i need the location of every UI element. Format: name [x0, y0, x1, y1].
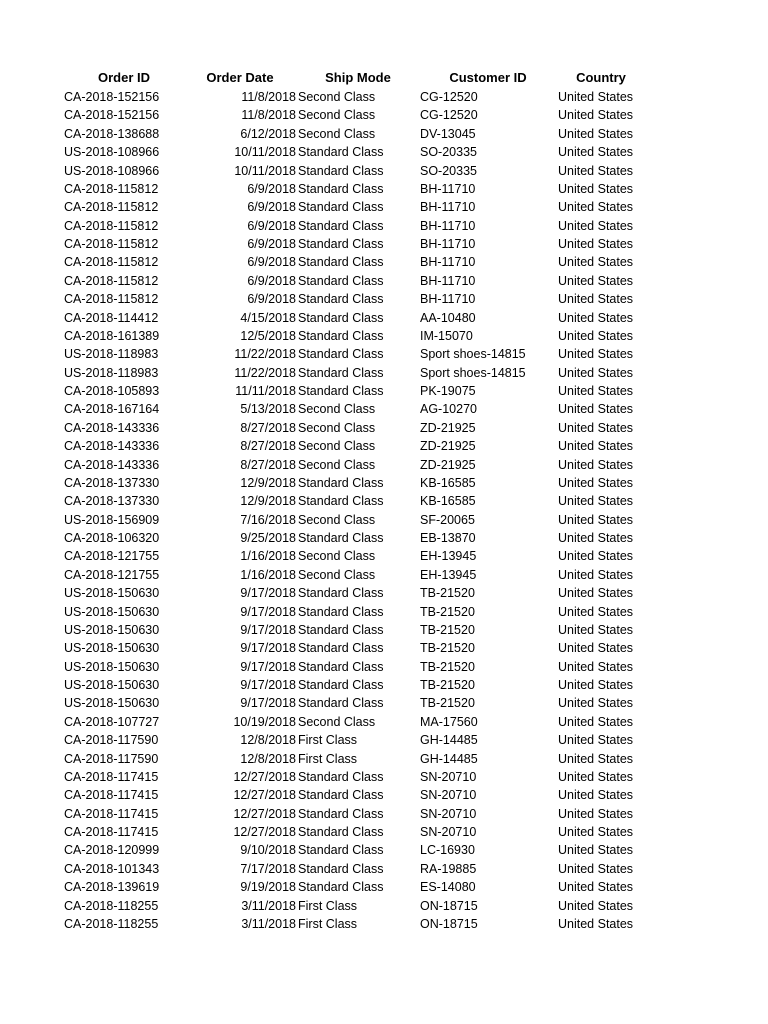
- cell-order-id[interactable]: CA-2018-139619: [64, 880, 160, 895]
- cell-order-date[interactable]: 9/17/2018: [240, 659, 296, 674]
- cell-country[interactable]: United States: [558, 678, 634, 692]
- cell-order-date[interactable]: 6/9/2018: [247, 200, 296, 215]
- cell-customer-id[interactable]: EH-13945: [420, 567, 477, 582]
- table-row: [0, 860, 768, 878]
- cell-ship-mode[interactable]: Second Class: [298, 402, 376, 417]
- cell-order-date[interactable]: 4/15/2018: [240, 310, 296, 325]
- cell-order-date[interactable]: 9/17/2018: [240, 604, 296, 619]
- cell-ship-mode[interactable]: Second Class: [298, 714, 376, 729]
- cell-country[interactable]: United States: [558, 604, 634, 619]
- table-row: [0, 345, 768, 363]
- cell-order-id[interactable]: US-2018-118983: [64, 347, 159, 362]
- cell-ship-mode[interactable]: Standard Class: [298, 494, 384, 509]
- cell-order-id[interactable]: CA-2018-137330: [64, 494, 160, 509]
- table-row: [0, 805, 768, 823]
- table-row: [0, 547, 768, 565]
- cell-country[interactable]: United States: [558, 402, 634, 417]
- cell-customer-id[interactable]: BH-11710: [420, 181, 476, 196]
- cell-country[interactable]: United States: [558, 733, 634, 748]
- table-row: [0, 511, 768, 529]
- cell-order-date[interactable]: 11/22/2018: [234, 365, 296, 380]
- cell-order-id[interactable]: US-2018-150630: [64, 678, 160, 692]
- cell-ship-mode[interactable]: Standard Class: [298, 659, 384, 674]
- cell-customer-id[interactable]: MA-17560: [420, 714, 478, 729]
- cell-ship-mode[interactable]: Standard Class: [298, 347, 384, 362]
- cell-ship-mode[interactable]: Standard Class: [298, 292, 384, 307]
- cell-order-date[interactable]: 12/8/2018: [240, 751, 296, 766]
- cell-customer-id[interactable]: BH-11710: [420, 255, 476, 270]
- cell-order-id[interactable]: CA-2018-115812: [64, 237, 159, 251]
- cell-order-date[interactable]: 8/27/2018: [240, 439, 296, 454]
- cell-country[interactable]: United States: [558, 861, 634, 876]
- orders-table: [0, 68, 768, 933]
- cell-order-date[interactable]: 9/17/2018: [240, 678, 296, 692]
- cell-ship-mode[interactable]: Standard Class: [298, 861, 384, 876]
- cell-order-date[interactable]: 6/9/2018: [247, 292, 296, 307]
- cell-order-date[interactable]: 11/8/2018: [241, 108, 296, 123]
- cell-customer-id[interactable]: SO-20335: [420, 145, 477, 160]
- cell-ship-mode[interactable]: Standard Class: [298, 310, 384, 325]
- cell-country[interactable]: United States: [558, 273, 634, 288]
- cell-country[interactable]: United States: [558, 806, 634, 821]
- cell-order-id[interactable]: CA-2018-101343: [64, 861, 160, 876]
- cell-order-date[interactable]: 9/17/2018: [240, 696, 296, 711]
- cell-order-date[interactable]: 9/10/2018: [240, 843, 296, 858]
- cell-order-date[interactable]: 5/13/2018: [240, 402, 296, 417]
- cell-country[interactable]: United States: [558, 365, 634, 380]
- table-row: [0, 529, 768, 547]
- table-row: [0, 162, 768, 180]
- cell-ship-mode[interactable]: Second Class: [298, 567, 376, 582]
- cell-order-id[interactable]: CA-2018-118255: [64, 916, 159, 931]
- cell-order-date[interactable]: 7/16/2018: [240, 512, 296, 527]
- table-row: [0, 106, 768, 124]
- cell-order-date[interactable]: 6/9/2018: [247, 273, 296, 288]
- cell-customer-id[interactable]: BH-11710: [420, 292, 476, 307]
- cell-ship-mode[interactable]: Standard Class: [298, 475, 384, 490]
- cell-customer-id[interactable]: ZD-21925: [420, 457, 476, 472]
- cell-customer-id[interactable]: BH-11710: [420, 237, 476, 251]
- cell-country[interactable]: United States: [558, 347, 634, 362]
- cell-customer-id[interactable]: PK-19075: [420, 384, 476, 398]
- table-row: [0, 621, 768, 639]
- cell-ship-mode[interactable]: Second Class: [298, 126, 376, 141]
- table-row: [0, 88, 768, 106]
- cell-customer-id[interactable]: GH-14485: [420, 733, 478, 748]
- cell-country[interactable]: United States: [558, 200, 634, 215]
- table-body: [0, 88, 768, 933]
- cell-order-id[interactable]: CA-2018-143336: [64, 457, 160, 472]
- cell-order-id[interactable]: CA-2018-115812: [64, 273, 159, 288]
- table-row: [0, 272, 768, 290]
- cell-order-id[interactable]: CA-2018-137330: [64, 475, 160, 490]
- cell-ship-mode[interactable]: Standard Class: [298, 696, 384, 711]
- cell-country[interactable]: United States: [558, 586, 634, 601]
- cell-customer-id[interactable]: TB-21520: [420, 622, 475, 637]
- cell-order-date[interactable]: 3/11/2018: [241, 916, 296, 931]
- cell-ship-mode[interactable]: Standard Class: [298, 604, 384, 619]
- cell-ship-mode[interactable]: Second Class: [298, 420, 376, 435]
- cell-order-date[interactable]: 12/27/2018: [233, 806, 296, 821]
- table-row: [0, 217, 768, 235]
- table-row: [0, 823, 768, 841]
- cell-ship-mode[interactable]: First Class: [298, 916, 358, 931]
- cell-country[interactable]: United States: [558, 769, 634, 784]
- cell-ship-mode[interactable]: Standard Class: [298, 806, 384, 821]
- table-row: [0, 786, 768, 804]
- cell-customer-id[interactable]: SN-20710: [420, 825, 477, 839]
- cell-order-id[interactable]: CA-2018-118255: [64, 898, 159, 913]
- cell-order-date[interactable]: 9/17/2018: [240, 586, 296, 601]
- cell-customer-id[interactable]: BH-11710: [420, 273, 476, 288]
- table-row: [0, 400, 768, 418]
- cell-ship-mode[interactable]: Standard Class: [298, 678, 384, 692]
- cell-ship-mode[interactable]: Standard Class: [298, 218, 384, 233]
- cell-ship-mode[interactable]: First Class: [298, 733, 358, 748]
- table-row: [0, 841, 768, 859]
- cell-order-id[interactable]: CA-2018-152156: [64, 108, 160, 123]
- cell-customer-id[interactable]: KB-16585: [420, 494, 476, 509]
- header-order-id[interactable]: Order ID: [97, 70, 150, 85]
- table-row: [0, 125, 768, 143]
- cell-order-date[interactable]: 12/27/2018: [233, 825, 296, 839]
- cell-country[interactable]: United States: [558, 108, 634, 123]
- cell-country[interactable]: United States: [558, 384, 634, 398]
- table-row: [0, 309, 768, 327]
- cell-customer-id[interactable]: SN-20710: [420, 788, 477, 803]
- cell-country[interactable]: United States: [558, 622, 634, 637]
- cell-customer-id[interactable]: TB-21520: [420, 604, 475, 619]
- cell-order-date[interactable]: 10/19/2018: [233, 714, 296, 729]
- cell-order-id[interactable]: US-2018-118983: [64, 365, 159, 380]
- cell-order-id[interactable]: CA-2018-143336: [64, 439, 160, 454]
- cell-customer-id[interactable]: TB-21520: [420, 696, 475, 711]
- cell-order-id[interactable]: US-2018-150630: [64, 622, 160, 637]
- cell-order-id[interactable]: US-2018-150630: [64, 641, 160, 656]
- cell-order-id[interactable]: CA-2018-120999: [64, 843, 160, 858]
- cell-order-id[interactable]: CA-2018-106320: [64, 531, 160, 545]
- cell-order-date[interactable]: 12/8/2018: [240, 733, 296, 748]
- cell-country[interactable]: United States: [558, 567, 634, 582]
- cell-order-date[interactable]: 11/8/2018: [241, 90, 296, 104]
- cell-ship-mode[interactable]: Second Class: [298, 108, 376, 123]
- cell-customer-id[interactable]: SO-20335: [420, 163, 477, 178]
- cell-order-id[interactable]: CA-2018-152156: [64, 90, 160, 104]
- cell-customer-id[interactable]: CG-12520: [420, 108, 478, 123]
- cell-customer-id[interactable]: ON-18715: [420, 916, 478, 931]
- table-row: [0, 750, 768, 768]
- cell-country[interactable]: United States: [558, 439, 634, 454]
- table-row: [0, 456, 768, 474]
- cell-order-date[interactable]: 6/12/2018: [240, 126, 296, 141]
- cell-country[interactable]: United States: [558, 512, 634, 527]
- cell-order-id[interactable]: CA-2018-115812: [64, 255, 159, 270]
- cell-country[interactable]: United States: [558, 126, 634, 141]
- header-order-date[interactable]: Order Date: [206, 70, 274, 85]
- cell-order-date[interactable]: 3/11/2018: [241, 898, 296, 913]
- cell-order-date[interactable]: 6/9/2018: [247, 218, 296, 233]
- cell-customer-id[interactable]: ES-14080: [420, 880, 476, 895]
- cell-order-date[interactable]: 12/27/2018: [233, 769, 296, 784]
- table-row: [0, 180, 768, 198]
- cell-order-id[interactable]: CA-2018-167164: [64, 402, 160, 417]
- table-row: [0, 235, 768, 253]
- table-row: [0, 768, 768, 786]
- cell-customer-id[interactable]: GH-14485: [420, 751, 478, 766]
- cell-order-id[interactable]: CA-2018-121755: [64, 567, 160, 582]
- table-row: [0, 658, 768, 676]
- cell-ship-mode[interactable]: Second Class: [298, 512, 376, 527]
- cell-order-date[interactable]: 8/27/2018: [240, 420, 296, 435]
- cell-country[interactable]: United States: [558, 531, 634, 545]
- cell-country[interactable]: United States: [558, 475, 634, 490]
- cell-order-date[interactable]: 6/9/2018: [247, 255, 296, 270]
- cell-customer-id[interactable]: AG-10270: [420, 402, 477, 417]
- table-row: [0, 474, 768, 492]
- cell-ship-mode[interactable]: Standard Class: [298, 769, 384, 784]
- cell-ship-mode[interactable]: Second Class: [298, 549, 376, 564]
- cell-ship-mode[interactable]: Standard Class: [298, 273, 384, 288]
- cell-order-id[interactable]: US-2018-150630: [64, 586, 160, 601]
- cell-order-date[interactable]: 6/9/2018: [247, 181, 296, 196]
- cell-country[interactable]: United States: [558, 457, 634, 472]
- cell-order-date[interactable]: 10/11/2018: [234, 145, 296, 160]
- cell-customer-id[interactable]: TB-21520: [420, 641, 475, 656]
- cell-country[interactable]: United States: [558, 328, 634, 343]
- cell-ship-mode[interactable]: Standard Class: [298, 586, 384, 601]
- table-row: [0, 713, 768, 731]
- table-row: [0, 676, 768, 694]
- cell-customer-id[interactable]: CG-12520: [420, 90, 478, 104]
- cell-ship-mode[interactable]: Standard Class: [298, 255, 384, 270]
- cell-customer-id[interactable]: AA-10480: [420, 310, 476, 325]
- cell-order-date[interactable]: 9/25/2018: [240, 531, 296, 545]
- cell-order-id[interactable]: US-2018-108966: [64, 163, 160, 178]
- cell-order-date[interactable]: 11/11/2018: [235, 384, 296, 398]
- table-row: [0, 878, 768, 896]
- table-row: [0, 253, 768, 271]
- cell-order-date[interactable]: 11/22/2018: [234, 347, 296, 362]
- cell-order-date[interactable]: 8/27/2018: [240, 457, 296, 472]
- cell-customer-id[interactable]: SN-20710: [420, 769, 477, 784]
- cell-order-id[interactable]: CA-2018-107727: [64, 714, 160, 729]
- table-row: [0, 364, 768, 382]
- cell-country[interactable]: United States: [558, 751, 634, 766]
- cell-country[interactable]: United States: [558, 916, 634, 931]
- cell-country[interactable]: United States: [558, 714, 634, 729]
- cell-customer-id[interactable]: Sport shoes-14815: [420, 365, 526, 380]
- table-row: [0, 419, 768, 437]
- cell-customer-id[interactable]: ZD-21925: [420, 420, 476, 435]
- cell-customer-id[interactable]: TB-21520: [420, 659, 475, 674]
- cell-country[interactable]: United States: [558, 218, 634, 233]
- cell-customer-id[interactable]: BH-11710: [420, 218, 476, 233]
- cell-customer-id[interactable]: Sport shoes-14815: [420, 347, 526, 362]
- cell-customer-id[interactable]: KB-16585: [420, 475, 476, 490]
- cell-ship-mode[interactable]: Standard Class: [298, 145, 384, 160]
- cell-order-date[interactable]: 1/16/2018: [240, 549, 296, 564]
- cell-customer-id[interactable]: DV-13045: [420, 126, 476, 141]
- cell-country[interactable]: United States: [558, 255, 634, 270]
- cell-customer-id[interactable]: SF-20065: [420, 512, 475, 527]
- cell-ship-mode[interactable]: Standard Class: [298, 641, 384, 656]
- cell-customer-id[interactable]: EB-13870: [420, 531, 476, 545]
- table-row: [0, 143, 768, 161]
- cell-order-id[interactable]: CA-2018-117590: [64, 733, 159, 748]
- cell-customer-id[interactable]: BH-11710: [420, 200, 476, 215]
- cell-customer-id[interactable]: ZD-21925: [420, 439, 476, 454]
- cell-order-id[interactable]: US-2018-150630: [64, 604, 160, 619]
- cell-ship-mode[interactable]: Standard Class: [298, 825, 384, 839]
- cell-country[interactable]: United States: [558, 788, 634, 803]
- cell-ship-mode[interactable]: Second Class: [298, 457, 376, 472]
- table-row: [0, 731, 768, 749]
- cell-order-id[interactable]: CA-2018-138688: [64, 126, 160, 141]
- cell-ship-mode[interactable]: First Class: [298, 751, 358, 766]
- table-row: [0, 327, 768, 345]
- cell-ship-mode[interactable]: Standard Class: [298, 163, 384, 178]
- cell-country[interactable]: United States: [558, 659, 634, 674]
- cell-order-date[interactable]: 1/16/2018: [240, 567, 296, 582]
- table-header-row: [0, 68, 768, 88]
- cell-ship-mode[interactable]: Standard Class: [298, 365, 384, 380]
- cell-customer-id[interactable]: RA-19885: [420, 861, 477, 876]
- cell-order-id[interactable]: CA-2018-117590: [64, 751, 159, 766]
- table-row: [0, 437, 768, 455]
- cell-country[interactable]: United States: [558, 145, 634, 160]
- cell-order-id[interactable]: US-2018-150630: [64, 696, 160, 711]
- table-row: [0, 694, 768, 712]
- cell-order-id[interactable]: CA-2018-115812: [64, 218, 159, 233]
- table-row: [0, 639, 768, 657]
- cell-country[interactable]: United States: [558, 181, 634, 196]
- cell-order-date[interactable]: 12/5/2018: [240, 328, 296, 343]
- cell-order-date[interactable]: 12/27/2018: [233, 788, 296, 803]
- cell-country[interactable]: United States: [558, 90, 634, 104]
- cell-order-id[interactable]: CA-2018-115812: [64, 292, 159, 307]
- cell-order-date[interactable]: 9/19/2018: [240, 880, 296, 895]
- table-row: [0, 492, 768, 510]
- cell-order-date[interactable]: 9/17/2018: [240, 641, 296, 656]
- cell-ship-mode[interactable]: Standard Class: [298, 531, 384, 545]
- cell-ship-mode[interactable]: Standard Class: [298, 328, 384, 343]
- cell-country[interactable]: United States: [558, 880, 634, 895]
- cell-customer-id[interactable]: ON-18715: [420, 898, 478, 913]
- cell-country[interactable]: United States: [558, 696, 634, 711]
- cell-order-date[interactable]: 9/17/2018: [240, 622, 296, 637]
- cell-order-id[interactable]: CA-2018-105893: [64, 384, 160, 398]
- cell-ship-mode[interactable]: Standard Class: [298, 200, 384, 215]
- cell-country[interactable]: United States: [558, 310, 634, 325]
- cell-ship-mode[interactable]: Second Class: [298, 439, 376, 454]
- cell-ship-mode[interactable]: Standard Class: [298, 880, 384, 895]
- cell-order-date[interactable]: 12/9/2018: [240, 475, 296, 490]
- cell-order-id[interactable]: CA-2018-115812: [64, 181, 159, 196]
- cell-ship-mode[interactable]: Standard Class: [298, 237, 384, 251]
- table-row: [0, 566, 768, 584]
- cell-ship-mode[interactable]: Standard Class: [298, 181, 384, 196]
- cell-country[interactable]: United States: [558, 898, 634, 913]
- cell-country[interactable]: United States: [558, 641, 634, 656]
- cell-ship-mode[interactable]: Standard Class: [298, 843, 384, 858]
- cell-ship-mode[interactable]: Standard Class: [298, 384, 384, 398]
- cell-order-id[interactable]: US-2018-108966: [64, 145, 160, 160]
- cell-customer-id[interactable]: IM-15070: [420, 328, 473, 343]
- cell-order-id[interactable]: CA-2018-117415: [64, 788, 159, 803]
- cell-order-id[interactable]: CA-2018-115812: [64, 200, 159, 215]
- cell-ship-mode[interactable]: First Class: [298, 898, 358, 913]
- table-row: [0, 915, 768, 933]
- cell-order-date[interactable]: 6/9/2018: [247, 237, 296, 251]
- cell-order-id[interactable]: CA-2018-117415: [64, 806, 159, 821]
- cell-country[interactable]: United States: [558, 494, 634, 509]
- cell-order-date[interactable]: 7/17/2018: [240, 861, 296, 876]
- cell-country[interactable]: United States: [558, 420, 634, 435]
- cell-country[interactable]: United States: [558, 825, 634, 839]
- cell-ship-mode[interactable]: Standard Class: [298, 622, 384, 637]
- header-customer-id[interactable]: Customer ID: [449, 70, 527, 85]
- table-row: [0, 290, 768, 308]
- cell-order-id[interactable]: US-2018-156909: [64, 512, 160, 527]
- cell-customer-id[interactable]: TB-21520: [420, 586, 475, 601]
- cell-order-date[interactable]: 12/9/2018: [240, 494, 296, 509]
- table-row: [0, 382, 768, 400]
- cell-order-id[interactable]: CA-2018-143336: [64, 420, 160, 435]
- cell-ship-mode[interactable]: Standard Class: [298, 788, 384, 803]
- cell-order-date[interactable]: 10/11/2018: [234, 163, 296, 178]
- cell-order-id[interactable]: CA-2018-117415: [64, 769, 159, 784]
- cell-country[interactable]: United States: [558, 292, 634, 307]
- cell-customer-id[interactable]: EH-13945: [420, 549, 477, 564]
- table-row: [0, 603, 768, 621]
- table-row: [0, 584, 768, 602]
- cell-country[interactable]: United States: [558, 237, 634, 251]
- cell-country[interactable]: United States: [558, 163, 634, 178]
- header-country[interactable]: Country: [576, 70, 626, 85]
- cell-order-id[interactable]: CA-2018-121755: [64, 549, 160, 564]
- cell-order-id[interactable]: CA-2018-161389: [64, 328, 160, 343]
- cell-customer-id[interactable]: TB-21520: [420, 678, 475, 692]
- cell-ship-mode[interactable]: Second Class: [298, 90, 376, 104]
- cell-customer-id[interactable]: SN-20710: [420, 806, 477, 821]
- cell-order-id[interactable]: US-2018-150630: [64, 659, 160, 674]
- cell-country[interactable]: United States: [558, 843, 634, 858]
- cell-customer-id[interactable]: LC-16930: [420, 843, 475, 858]
- cell-order-id[interactable]: CA-2018-114412: [64, 310, 159, 325]
- cell-order-id[interactable]: CA-2018-117415: [64, 825, 159, 839]
- table-row: [0, 897, 768, 915]
- table-row: [0, 198, 768, 216]
- header-ship-mode[interactable]: Ship Mode: [325, 70, 391, 85]
- cell-country[interactable]: United States: [558, 549, 634, 564]
